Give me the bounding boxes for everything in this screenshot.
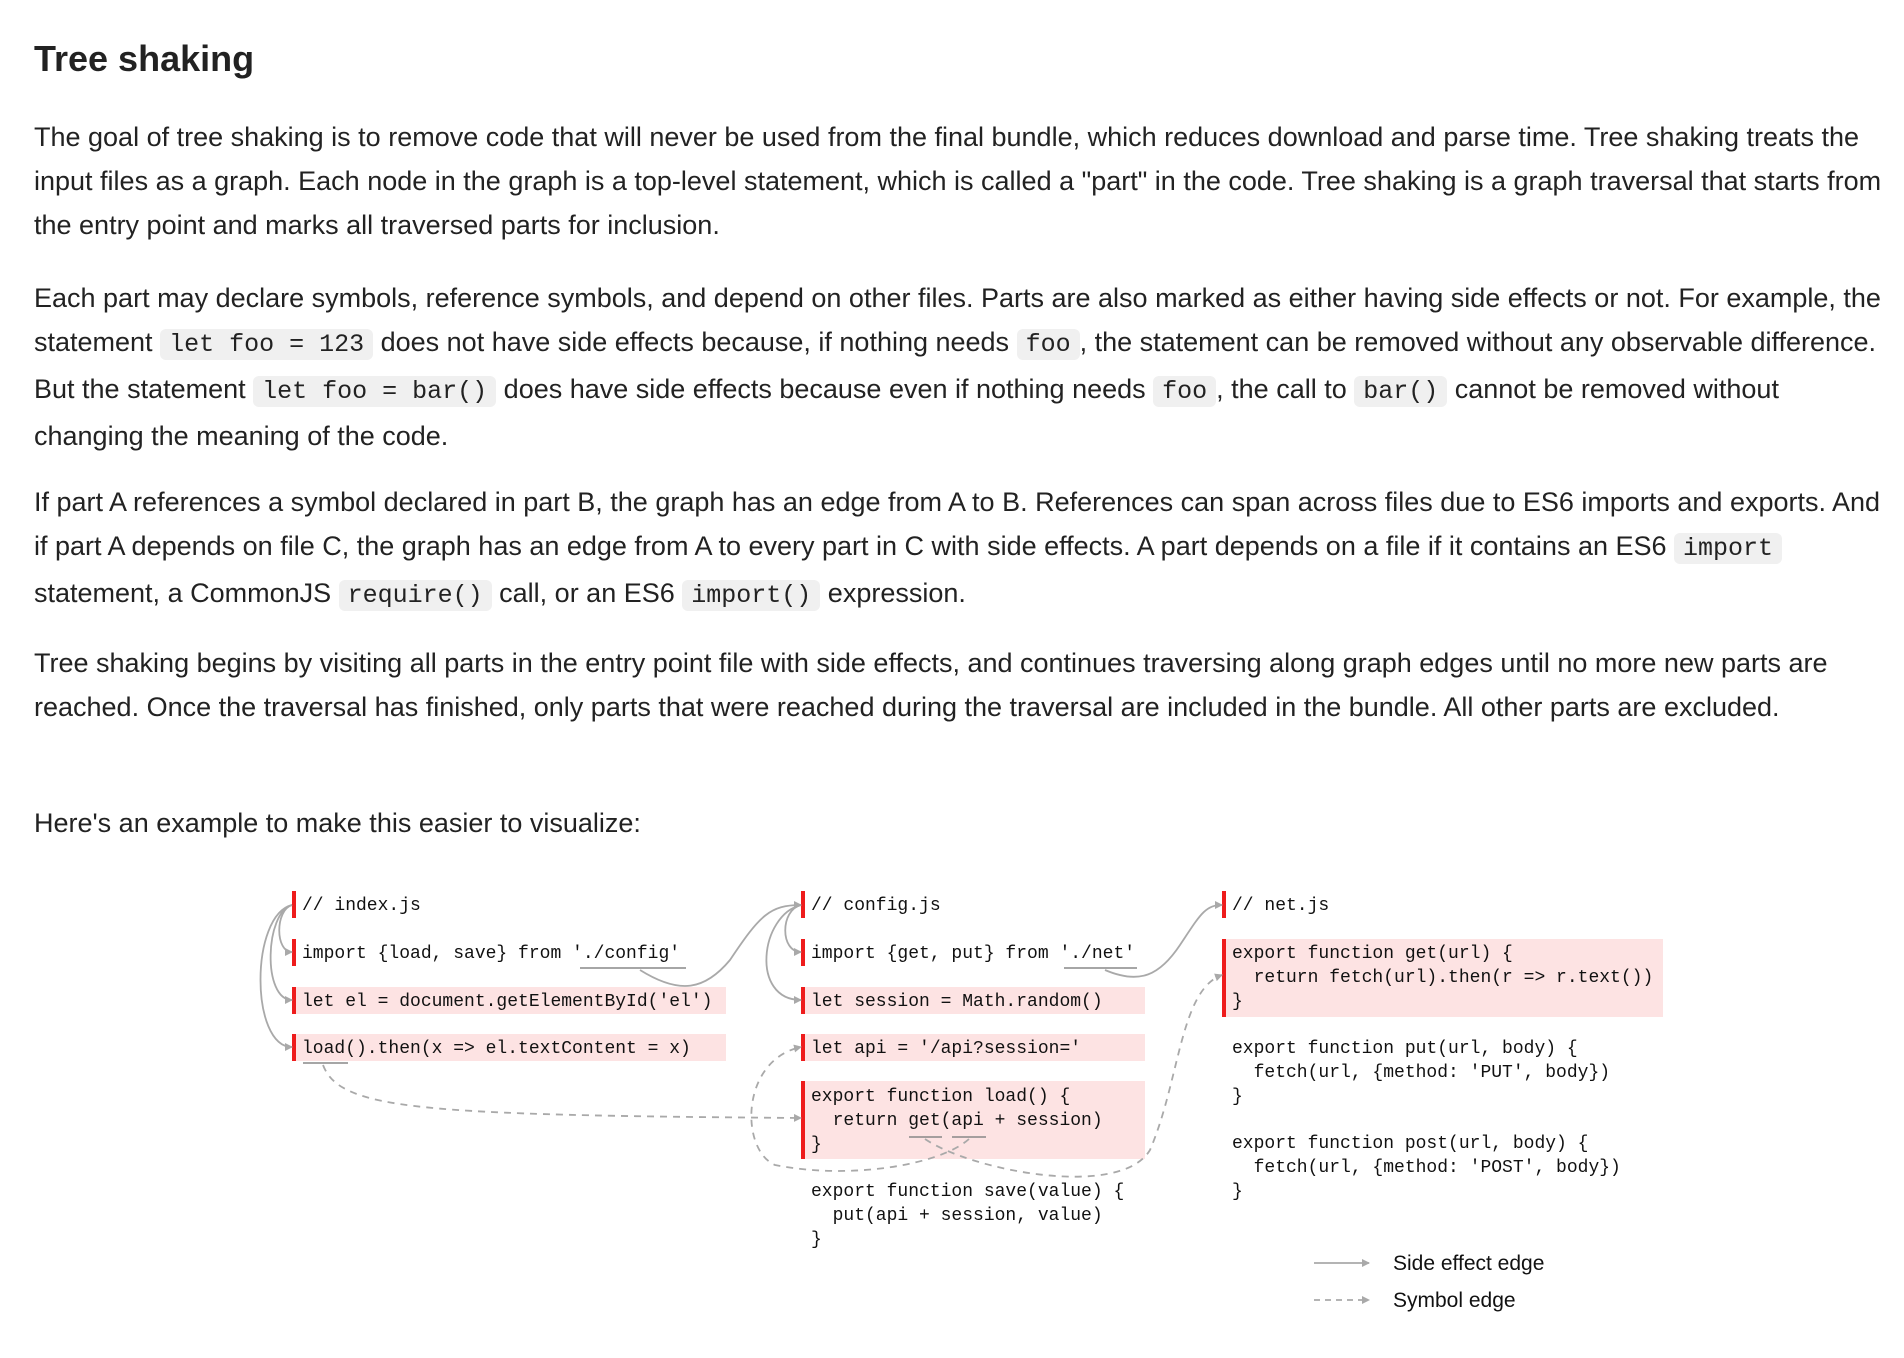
net-code-line: export function get(url) { (1232, 944, 1513, 964)
legend-symbol-label: Symbol edge (1393, 1289, 1516, 1312)
net-code-line: export function put(url, body) { (1232, 1039, 1578, 1059)
inline-code: let foo = 123 (160, 329, 373, 360)
text: expression. (820, 578, 966, 608)
text: call, or an ES6 (491, 578, 683, 608)
text: Each part may declare symbols, reference symbols, and depend on other files. Parts are also marked as either having side effects or not. For example, the statement (34, 283, 1881, 357)
index-code-line: import {load, save} from './config' (302, 944, 681, 964)
config-code-line: } (811, 1135, 822, 1155)
net-code-line: } (1232, 1182, 1243, 1202)
index-code-line: let el = document.getElementById('el') (302, 992, 713, 1012)
text: , the call to (1216, 374, 1355, 404)
config-code-line: } (811, 1230, 822, 1250)
config-code-line: return get(api + session) (811, 1111, 1103, 1131)
net-code-line: fetch(url, {method: 'PUT', body}) (1232, 1063, 1611, 1083)
net-code-line: } (1232, 1087, 1243, 1107)
net-code-line: export function post(url, body) { (1232, 1134, 1589, 1154)
side-effect-edges (261, 905, 1223, 1047)
page-title: Tree shaking (34, 38, 255, 79)
config-code-line: export function load() { (811, 1087, 1071, 1107)
paragraph-intro: The goal of tree shaking is to remove code that will never be used from the final bundle, which reduces download and parse time. Tree shaking treats the input files as a graph. Each node in the graph is a top-level statement, which is called a "part" in the code. Tree shaking is a graph traversal that starts from the entry point and marks all traversed parts for inclusion. (34, 122, 1882, 240)
config-code-line: import {get, put} from './net' (811, 944, 1136, 964)
inline-code: require() (339, 580, 492, 611)
text: cannot be removed without changing the meaning of the code. (34, 374, 1779, 451)
inline-code: foo (1017, 329, 1080, 360)
config-code-line: // config.js (811, 896, 941, 916)
inline-code: bar() (1354, 376, 1447, 407)
text: , the statement can be removed without any observable difference. But the statement (34, 327, 1877, 404)
text: If part A references a symbol declared in part B, the graph has an edge from A to B. References can span across files due to ES6 imports and exports. And if part A depends on file C, the graph has an edge from A to every part in C with side effects. A part depends on a file if it contains an ES6 (34, 487, 1881, 561)
net-code-line: } (1232, 992, 1243, 1012)
config-code-line: export function save(value) { (811, 1182, 1125, 1202)
paragraph-example: Here's an example to make this easier to visualize: (34, 808, 641, 838)
config-code-line: let session = Math.random() (811, 992, 1103, 1012)
legend (1314, 1252, 1544, 1312)
legend-side-effect-label: Side effect edge (1393, 1252, 1545, 1275)
net-code-line: // net.js (1232, 896, 1330, 916)
index-code-line: // index.js (302, 896, 421, 916)
config-code-line: put(api + session, value) (811, 1206, 1103, 1226)
inline-code: import() (682, 580, 820, 611)
code-listing (302, 896, 1653, 1250)
text: does have side effects because even if nothing needs (496, 374, 1154, 404)
index-code-line: load().then(x => el.textContent = x) (302, 1039, 691, 1059)
config-code-line: let api = '/api?session=' (811, 1039, 1082, 1059)
inline-code: foo (1153, 376, 1216, 407)
net-code-line: return fetch(url).then(r => r.text()) (1232, 968, 1654, 988)
inline-code: let foo = bar() (253, 376, 496, 407)
net-code-line: fetch(url, {method: 'POST', body}) (1232, 1158, 1621, 1178)
text: does not have side effects because, if nothing needs (373, 327, 1017, 357)
text: statement, a CommonJS (34, 578, 339, 608)
inline-code: import (1674, 533, 1782, 564)
paragraph-traversal: Tree shaking begins by visiting all parts in the entry point file with side effects, and continues traversing along graph edges until no more new parts are reached. Once the traversal has finished, only parts that were reached during the traversal are included in the bundle. All other parts are excluded. (34, 648, 1828, 722)
